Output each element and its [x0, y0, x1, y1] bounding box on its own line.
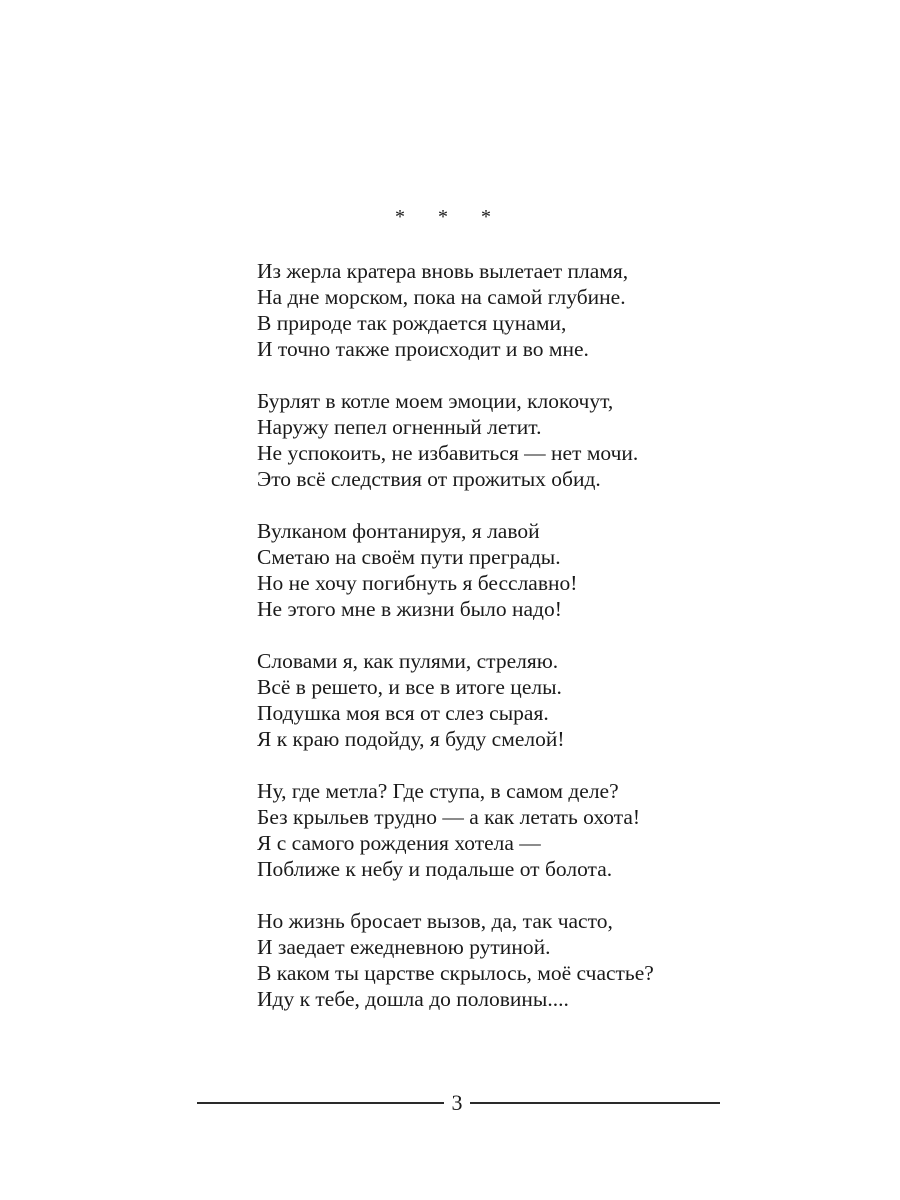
poem-line: Словами я, как пулями, стреляю.: [257, 649, 559, 673]
poem-line: Не успокоить, не избавиться — нет мочи.: [257, 441, 639, 465]
poem-line: Бурлят в котле моем эмоции, клокочут,: [257, 389, 614, 413]
stanza-5: [257, 778, 817, 882]
poem-line: Я к краю подойду, я буду смелой!: [257, 727, 565, 751]
poem-line: И заедает ежедневною рутиной.: [257, 935, 551, 959]
poem-line: В природе так рождается цунами,: [257, 311, 567, 335]
poem-line: Наружу пепел огненный летит.: [257, 415, 542, 439]
stanza-6: [257, 908, 817, 1012]
poem-line: Сметаю на своём пути преграды.: [257, 545, 561, 569]
poem-line: Но жизнь бросает вызов, да, так часто,: [257, 909, 613, 933]
stanza-2: [257, 388, 817, 492]
stanza-4: [257, 648, 817, 752]
poem-line: На дне морском, пока на самой глубине.: [257, 285, 626, 309]
poem-line: Из жерла кратера вновь вылетает пламя,: [257, 259, 629, 283]
poem-line: Это всё следствия от прожитых обид.: [257, 467, 601, 491]
footer-rule-left: [197, 1102, 444, 1104]
page-footer: [197, 1088, 720, 1118]
poem-line: В каком ты царстве скрылось, моё счастье?: [257, 961, 654, 985]
poem-line: Но не хочу погибнуть я бесславно!: [257, 571, 578, 595]
poem-line: Не этого мне в жизни было надо!: [257, 597, 562, 621]
poem-line: И точно также происходит и во мне.: [257, 337, 589, 361]
poem-line: Вулканом фонтанируя, я лавой: [257, 519, 540, 543]
poem: [257, 258, 817, 1038]
poem-line: Иду к тебе, дошла до половины....: [257, 987, 569, 1011]
poem-line: Без крыльев трудно — а как летать охота!: [257, 805, 641, 829]
poem-line: Ну, где метла? Где ступа, в самом деле?: [257, 779, 619, 803]
poem-line: Поближе к небу и подальше от болота.: [257, 857, 613, 881]
footer-rule-right: [470, 1102, 720, 1104]
poem-line: Я с самого рождения хотела —: [257, 831, 541, 855]
poem-line: Подушка моя вся от слез сырая.: [257, 701, 549, 725]
stanza-separator: * * *: [395, 206, 505, 228]
stanza-3: [257, 518, 817, 622]
stanza-1: [257, 258, 817, 362]
poem-line: Всё в решето, и все в итоге целы.: [257, 675, 562, 699]
page-number: 3: [451, 1090, 463, 1115]
